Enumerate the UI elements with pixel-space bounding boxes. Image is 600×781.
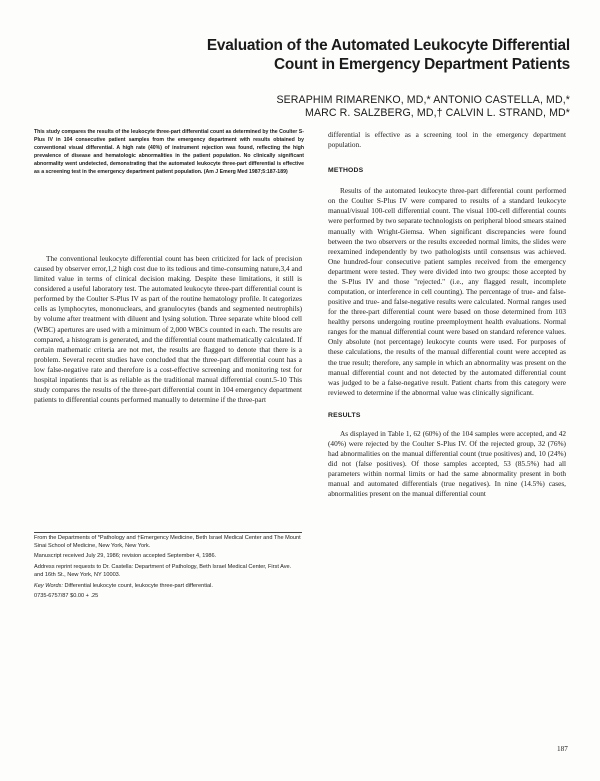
left-column-body	[34, 254, 302, 405]
footnote-reprints: Address reprint requests to Dr. Castella: Department of Pathology, Beth Israel Medical Center, First Ave. and 16th St., New York, NY 10003.	[34, 564, 292, 578]
footnote-divider	[34, 532, 302, 533]
footnote-affiliation: From the Departments of *Pathology and †Emergency Medicine, Beth Israel Medical Center and The Mount Sinai School of Medicine, New York, New York.	[34, 535, 301, 549]
title-line-1: Evaluation of the Automated Leukocyte Differential	[206, 37, 570, 54]
footnote-received: Manuscript received July 29, 1986; revision accepted September 4, 1986.	[34, 553, 217, 560]
footnotes	[34, 535, 302, 604]
right-column-body	[328, 130, 566, 500]
footnote-keywords	[34, 583, 302, 591]
methods-paragraph: Results of the automated leukocyte three-part differential count performed on the Coulter S-Plus IV were compared to results of a standard leukocyte manual/visual 100-cell differential count. The visual 100-cell differential counts were performed by two separate technologists on peripheral blood smears stained manually with Wright-Giemsa. When significant discrepancies were found between the two observers or the results exceeded normal limits, the slides were reexamined independently by two pathologists until consensus was achieved. One hundred-four consecutive patient samples received from the emergency department were tested. They were divided into two groups: those accepted by the S-Plus IV and those "rejected." (i.e., any flagged result, incomplete computation, or interference in cell counting). The percentage of true- and false-positive and true- and false-negative results were calculated. Normal ranges used for the three-part differential count were based on those determined from 103 healthy persons undergoing routine preemployment health evaluations. Normal ranges for the manual differential count were based on standard reference values. Only absolute (not percentage) leukocyte counts were used. For purposes of these calculations, the results of the manual differential count were accepted as the true result; therefore, any sample in which an abnormality was present on the manual differential count and not detected by the automated differential count was judged to be a false-negative result. Patient charts from this category were reviewed to determine if the abnormal value was clinically significant.	[328, 186, 566, 397]
page-number: 187	[557, 745, 568, 753]
keywords-label: Key Words:	[34, 582, 63, 589]
keywords-text: Differential leukocyte count, leukocyte three-part differential.	[64, 582, 213, 589]
footnote-code: 0735-6757/87 $0.00 + .25	[34, 593, 99, 600]
results-heading: RESULTS	[328, 411, 361, 419]
authors-line-1: SERAPHIM RIMARENKO, MD,* ANTONIO CASTELLA, MD,*	[276, 94, 570, 106]
abstract: This study compares the results of the leukocyte three-part differential count as determined by the Coulter S-Plus IV in 104 consecutive patient samples from the emergency department with results obtained by conventional visual differential. A high rate (40%) of instrument rejection was found, reflecting the high prevalence of disease and hematologic abnormalities in the patient population. No clinically significant abnormality went undetected, demonstrating that the automated leukocyte three-part differential is effective as a screening test in the emergency department patient population. (Am J Emerg Med 1987;5:187-189)	[34, 129, 304, 176]
methods-heading: METHODS	[328, 167, 364, 175]
continuation-paragraph: differential is effective as a screening tool in the emergency department population.	[328, 130, 566, 150]
author-list	[150, 94, 570, 119]
article-title	[150, 36, 570, 74]
title-line-2: Count in Emergency Department Patients	[274, 56, 570, 73]
intro-paragraph: The conventional leukocyte differential count has been criticized for lack of precision caused by observer error,1,2 high cost due to its tedious and time-consuming nature,3,4 and limited value in terms of clinical decision making. Despite these limitations, it still is considered a useful laboratory test. The automated leukocyte three-part differential count is performed by the Coulter S-Plus IV as part of the routine hematology profile. It categorizes cells as lymphocytes, mononuclears, and granulocytes (bands and segmented neutrophils) by volume after treatment with diluent and lysing solution. Three separate white blood cell (WBC) apertures are used with a minimum of 2,000 WBCs counted in each. The results are compared, a histogram is generated, and the differential count mathematically calculated. If certain mathematic criteria are not met, the results are flagged to denote that there is a problem. Several recent studies have concluded that the three-part differential count has a low false-negative rate and therefore is a cost-effective screening and monitoring test for hospital inpatients that is as reliable as the traditional manual differential count.5-10 This study compares the results of the three-part differential count in 104 emergency department patients to differential counts performed manually to determine if the three-part	[34, 254, 302, 405]
results-paragraph: As displayed in Table 1, 62 (60%) of the 104 samples were accepted, and 42 (40%) were rejected by the Coulter S-Plus IV. Of the rejected group, 32 (76%) had abnormalities on the manual differential count (true positives) and, 10 (24%) did not (false positives). Of those samples accepted, 53 (85.5%) had all parameters within normal limits or had the same abnormality present in both manual and automated differentials (true negatives). In nine (14.5%) cases, abnormalities present on the manual differential count	[328, 428, 566, 499]
authors-line-2: MARC R. SALZBERG, MD,† CALVIN L. STRAND, MD*	[305, 106, 570, 119]
